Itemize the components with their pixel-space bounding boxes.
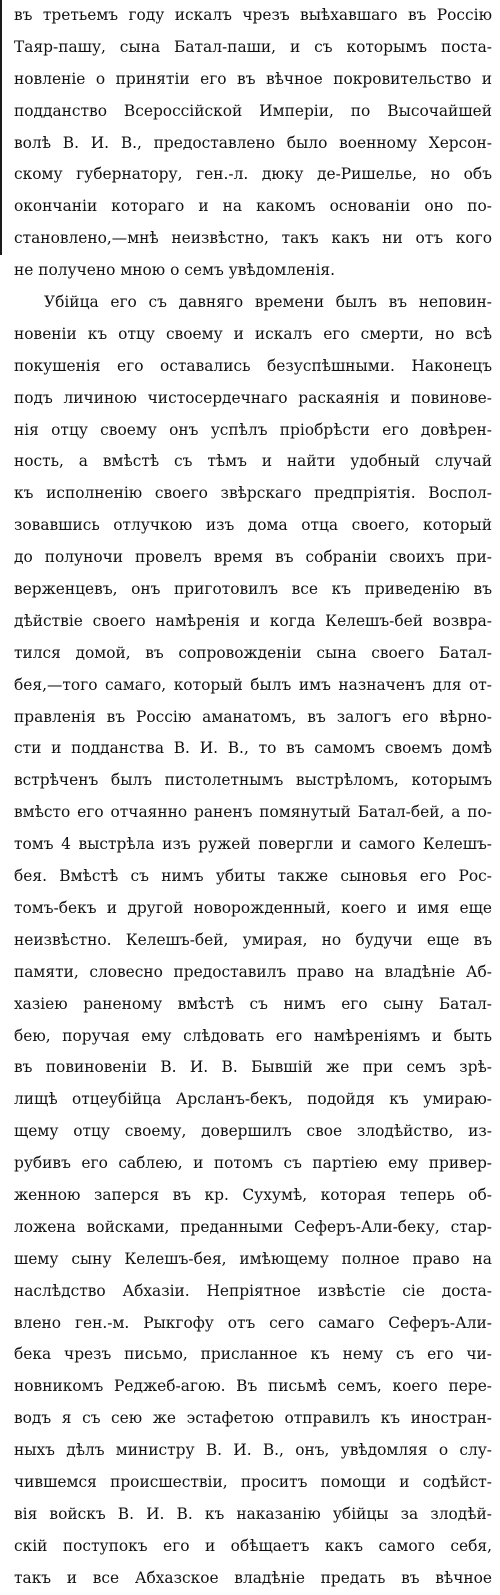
text-line: рубивъ его саблею, и потомъ съ партіею ему привер-: [14, 1154, 492, 1173]
text-line: въ третьемъ году искалъ чрезъ выѣхавшаго въ Россію: [14, 6, 492, 24]
text-line: такъ и все Абхазское владѣніе предать въ вѣчное: [14, 1568, 492, 1587]
text-line: окончаніи котораго и на какомъ основаніи оно по-: [14, 197, 492, 216]
text-line: дѣйствіе своего намѣренія и когда Келешъ-бей возвра-: [14, 611, 492, 630]
text-line: бею, поручая ему слѣдовать его намѣреніямъ и быть: [14, 1026, 492, 1045]
text-line: подданство Всероссійской Имперіи, по Высочайшей: [14, 101, 492, 120]
text-line: Таяр-пашу, сына Батал-паши, и съ которымъ поста-: [14, 37, 492, 56]
text-line: новеніи къ отцу своему и искалъ его смерти, но всѣ: [14, 324, 492, 343]
text-line: до полуночи провелъ время въ собраніи своихъ при-: [14, 548, 492, 567]
text-line: памяти, словесно предоставилъ право на владѣніе Аб-: [14, 962, 492, 981]
text-line: подъ личиною чистосердечнаго раскаянія и повинове-: [14, 388, 492, 407]
text-line: новленіе о принятіи его въ вѣчное покровительство и: [14, 69, 492, 88]
text-line: къ исполненію своего звѣрскаго предпріятія. Воспол-: [14, 484, 492, 503]
text-line: въ повиновеніи В. И. В. Бывшій же при семъ зрѣ-: [14, 1058, 492, 1077]
body-text: [14, 0, 492, 1595]
text-line: правленія въ Россію аманатомъ, въ залогъ его вѣрно-: [14, 707, 492, 726]
text-line: томъ-бекъ и другой новорожденный, коего и имя еще: [14, 898, 492, 917]
text-line: ность, а вмѣстѣ съ тѣмъ и найти удобный случай: [14, 452, 492, 471]
text-line: бея. Вмѣстѣ съ нимъ убиты также сыновья его Рос-: [14, 867, 492, 886]
text-line: вмѣсто его отчаянно раненъ помянутый Батал-бей, а по-: [14, 803, 492, 822]
text-line: ложена войсками, преданными Сеферъ-Али-беку, стар-: [14, 1217, 492, 1236]
text-line: сти и подданства В. И. В., то въ самомъ своемъ домѣ: [14, 739, 492, 758]
text-line: шему сыну Келешъ-бея, имѣющему полное право на: [14, 1249, 492, 1268]
text-line: зовавшись отлучкою изъ дома отца своего, который: [14, 516, 492, 535]
text-line: покушенія его оставались безуспѣшными. Наконецъ: [14, 356, 492, 375]
text-line: скій поступокъ его и обѣщаетъ какъ самого себя,: [14, 1536, 492, 1555]
text-line: не получено мною о семъ увѣдомленія.: [14, 261, 336, 280]
text-line: встрѣченъ былъ пистолетнымъ выстрѣломъ, которымъ: [14, 771, 492, 790]
text-line: становлено,—мнѣ неизвѣстно, такъ какъ ни отъ кого: [14, 229, 492, 248]
text-line: женною заперся въ кр. Сухумѣ, которая теперь об-: [14, 1185, 492, 1204]
margin-rule: [0, 0, 2, 255]
text-line: водъ я съ сею же эстафетою отправилъ къ иностран-: [14, 1409, 492, 1428]
text-line: томъ 4 выстрѣла изъ ружей повергли и самого Келешъ-: [14, 835, 492, 854]
text-line: верженцевъ, онъ приготовилъ все къ приведенію въ: [14, 580, 492, 599]
text-line: вія войскъ В. И. В. къ наказанію убійцы за злодѣй-: [14, 1504, 492, 1523]
text-line: тился домой, въ сопровожденіи сына своего Батал-: [14, 643, 492, 662]
text-line: влено ген.-м. Рыкгофу отъ сего самаго Сеферъ-Али-: [14, 1313, 492, 1332]
text-line: бея,—того самаго, который былъ имъ назначенъ для от-: [14, 675, 492, 694]
text-line: скому губернатору, ген.-л. дюку де-Ришелье, но объ: [14, 165, 492, 184]
text-line: ныхъ дѣлъ министру В. И. В., онъ, увѣдомляя о слу-: [14, 1441, 492, 1460]
text-line: лищѣ отцеубійца Арсланъ-бекъ, подойдя къ умираю-: [14, 1090, 492, 1109]
text-line: чившемся происшествіи, проситъ помощи и содѣйст-: [14, 1472, 492, 1491]
text-line: волѣ В. И. В., предоставлено было военному Херсон-: [14, 133, 492, 152]
paragraph-first-line: Убійца его съ давняго времени былъ въ неповин-: [44, 293, 492, 312]
text-line: новникомъ Реджеб-агою. Въ письмѣ семъ, коего пере-: [14, 1377, 492, 1396]
text-line: наслѣдство Абхазіи. Непріятное извѣстіе сіе доста-: [14, 1281, 492, 1300]
text-line: бека чрезъ письмо, присланное къ нему съ его чи-: [14, 1345, 492, 1364]
text-line: нія отцу своему онъ успѣлъ пріобрѣсти его довѣрен-: [14, 420, 492, 439]
text-line: хазіею раненому вмѣстѣ съ нимъ его сыну Батал-: [14, 994, 492, 1013]
text-line: щему отцу своему, довершилъ свое злодѣйство, из-: [14, 1122, 492, 1141]
text-line: неизвѣстно. Келешъ-бей, умирая, но будучи еще въ: [14, 930, 492, 949]
